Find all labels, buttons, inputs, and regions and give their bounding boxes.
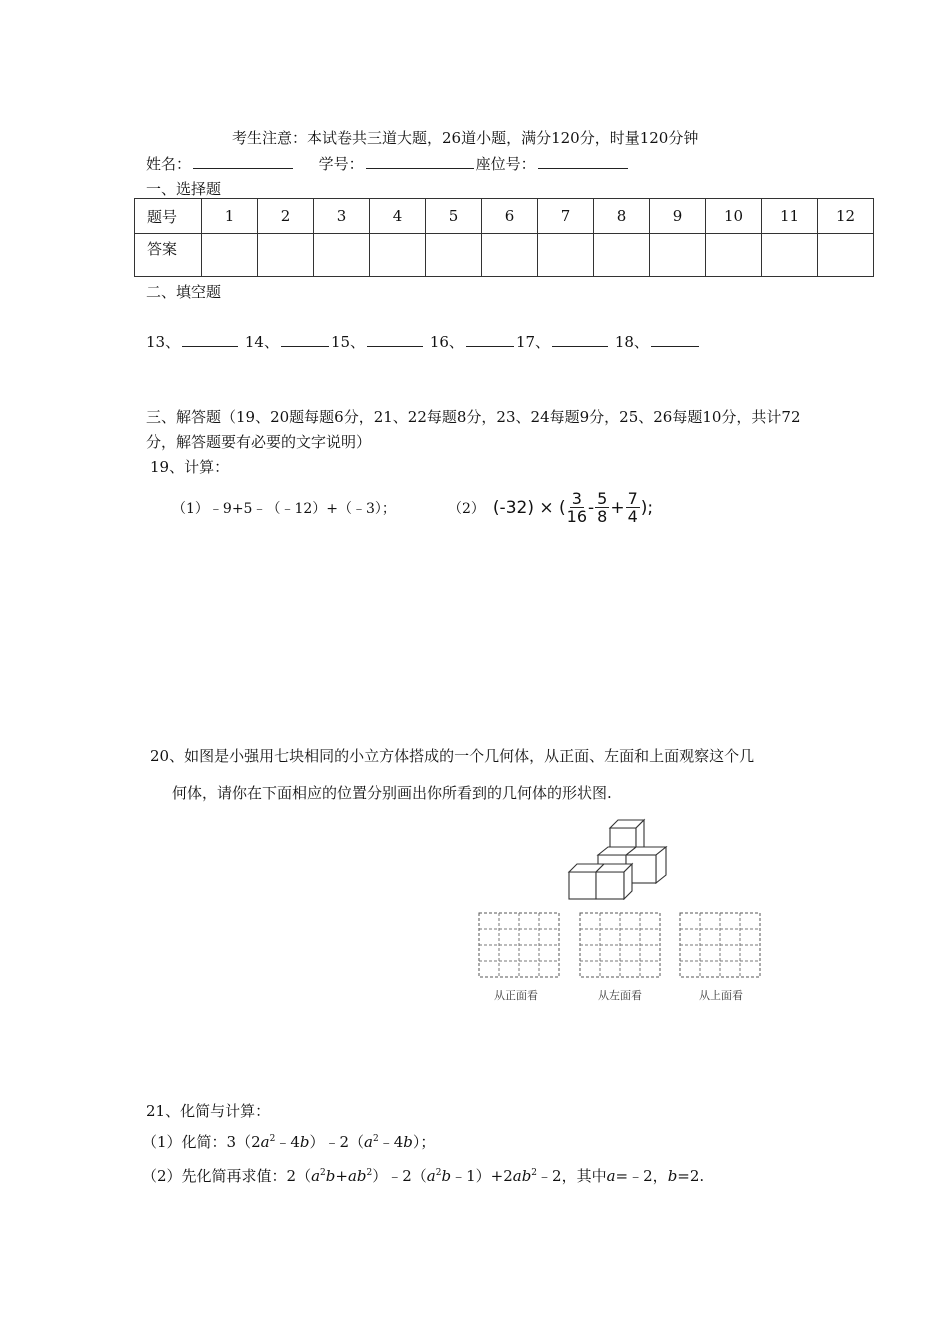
row-header-number: 题号 [135, 199, 202, 234]
question-number: 4 [370, 199, 426, 234]
fill-label-18: 18、 [614, 333, 649, 351]
fill-label-15: 15、 [330, 333, 366, 351]
answer-cell[interactable] [482, 234, 538, 277]
q19-part2-suffix: ); [640, 497, 654, 518]
fill-label-14: 14、 [244, 333, 279, 351]
question-number: 8 [594, 199, 650, 234]
cube-front-middle [596, 872, 624, 899]
frac3-numerator: 7 [627, 489, 638, 508]
fill-blank-15[interactable] [367, 332, 423, 347]
q20-line1: 20、如图是小强用七块相同的小立方体搭成的一个几何体，从正面、左面和上面观察这个几 [150, 747, 755, 765]
fill-label-17: 17、 [515, 333, 551, 351]
q19-part2-label: （2） [448, 500, 485, 517]
question-number: 3 [314, 199, 370, 234]
answer-cell[interactable] [594, 234, 650, 277]
front-view-grid[interactable] [478, 912, 560, 978]
left-view-grid[interactable] [579, 912, 661, 978]
seat-label: 座位号： [475, 155, 536, 173]
fill-blank-16[interactable] [466, 332, 514, 347]
answer-cell[interactable] [314, 234, 370, 277]
answer-cell[interactable] [706, 234, 762, 277]
frac2-numerator: 5 [597, 489, 608, 508]
q19-title: 19、计算： [150, 458, 230, 476]
q19-op2: + [610, 497, 625, 518]
q21-part2-prefix: （2）先化简再求值：2（ [142, 1167, 312, 1185]
seat-field[interactable] [538, 154, 628, 169]
answer-cell[interactable] [258, 234, 314, 277]
question-number: 11 [762, 199, 818, 234]
student-id-label: 学号： [318, 155, 364, 173]
answer-cell[interactable] [762, 234, 818, 277]
name-field[interactable] [193, 154, 293, 169]
fill-label-16: 16、 [429, 333, 464, 351]
frac1-denominator: 16 [566, 507, 587, 526]
answer-cell[interactable] [370, 234, 426, 277]
answer-cell[interactable] [818, 234, 874, 277]
answer-cell[interactable] [426, 234, 482, 277]
student-info-row [146, 153, 630, 174]
q19-part1: （1）﹣9+5﹣（﹣12）+（﹣3）； [172, 501, 396, 517]
b-value: 2 [689, 1167, 700, 1185]
front-view-label: 从正面看 [494, 989, 538, 1002]
cube-figure [562, 818, 674, 900]
question-number: 1 [202, 199, 258, 234]
fraction-3-16 [567, 490, 587, 525]
answer-cell[interactable] [650, 234, 706, 277]
q19-part2-prefix: (-32) × ( [492, 497, 566, 518]
left-view-label: 从左面看 [598, 989, 642, 1002]
cube-front-left [569, 872, 596, 899]
fill-label-13: 13、 [146, 333, 181, 351]
fill-blank-14[interactable] [281, 332, 329, 347]
q21-part1-mid: ﹣4 [275, 1133, 300, 1151]
question-number: 7 [538, 199, 594, 234]
question-number: 2 [258, 199, 314, 234]
fill-blank-13[interactable] [182, 332, 238, 347]
question-number: 12 [818, 199, 874, 234]
fraction-5-8 [595, 490, 609, 525]
fill-blank-18[interactable] [651, 332, 699, 347]
row-header-answer: 答案 [135, 234, 202, 277]
q19-part2 [448, 490, 653, 525]
q21-part1-prefix: （1）化简：3（2 [142, 1133, 261, 1151]
name-label: 姓名： [146, 155, 192, 173]
answer-cell[interactable] [538, 234, 594, 277]
top-view-label: 从上面看 [699, 989, 743, 1002]
frac1-numerator: 3 [571, 489, 582, 508]
q21-part2-tail: ，其中 [561, 1167, 607, 1185]
section3-title-line1: 三、解答题（19、20题每题6分，21、22每题8分，23、24每题9分，25、26每题10分，共计72 [146, 408, 801, 426]
section3-title-line2: 分，解答题要有必要的文字说明） [146, 433, 372, 451]
question-number: 5 [426, 199, 482, 234]
a-value: ﹣2 [628, 1167, 653, 1185]
q19-op1: - [588, 497, 595, 518]
q21-part1-mid2: ）﹣2（ [309, 1133, 365, 1151]
answer-table [134, 198, 874, 277]
fill-blank-17[interactable] [552, 332, 608, 347]
question-number: 9 [650, 199, 706, 234]
q21-title: 21、化简与计算： [146, 1102, 271, 1120]
section1-title: 一、选择题 [146, 180, 222, 198]
section2-title: 二、填空题 [146, 283, 222, 301]
exam-notice: 考生注意：本试卷共三道大题，26道小题，满分120分，时量120分钟 [232, 129, 699, 147]
frac3-denominator: 4 [627, 507, 638, 526]
question-number: 6 [482, 199, 538, 234]
fraction-7-4 [626, 490, 640, 525]
q20-line2: 何体，请你在下面相应的位置分别画出你所看到的几何体的形状图. [172, 784, 612, 802]
fill-in-row [146, 331, 701, 352]
q21-part1-end: ）； [412, 1133, 436, 1151]
student-id-field[interactable] [366, 154, 474, 169]
q21-part2: （2）先化简再求值：$2(a^2b+ab^2)﹣2(a^2b﹣1)+2ab^2﹣2$，其中a=﹣2，b=2. [142, 1167, 705, 1185]
q21-part1: （1）化简：$3(2a^2﹣4b)﹣2(a^2﹣4b)$； [142, 1133, 436, 1151]
frac2-denominator: 8 [597, 507, 608, 526]
question-number: 10 [706, 199, 762, 234]
answer-cell[interactable] [202, 234, 258, 277]
top-view-grid[interactable] [679, 912, 761, 978]
